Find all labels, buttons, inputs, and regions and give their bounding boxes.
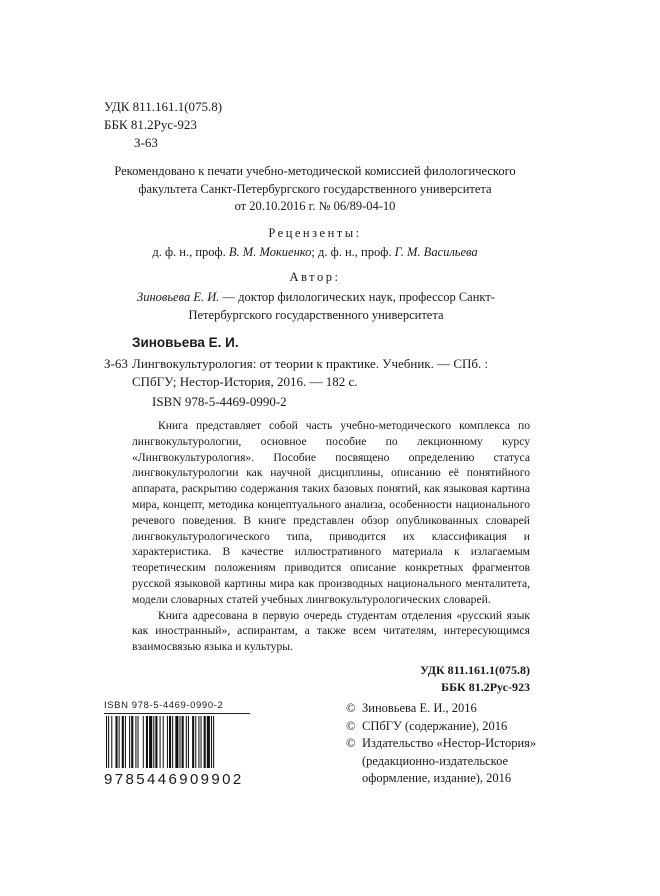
copyright-text: Издательство «Нестор-История» (редакционно-издательское оформление, издание), 2016 bbox=[362, 736, 537, 785]
reviewers-title: Рецензенты: bbox=[268, 226, 362, 240]
author-description bbox=[104, 289, 528, 324]
copyright-item bbox=[346, 700, 546, 718]
author-desc: — доктор филологических наук, профессор Санкт- bbox=[219, 290, 495, 304]
abstract-paragraph: Книга адресована в первую очередь студентам отделения «русский язык как иностранный», аспирантам, а также всем читателям, интересующимся взаимосвязью языка и культуры. bbox=[132, 608, 530, 654]
recommendation-line: факультета Санкт-Петербургского государственного университета bbox=[138, 181, 492, 196]
bib-imprint-line: СПбГУ; Нестор-История, 2016. — 182 с. bbox=[132, 374, 358, 389]
reviewers-list bbox=[100, 245, 530, 260]
bib-author-mark: З-63 bbox=[104, 356, 128, 371]
barcode-digits: 9785446909902 bbox=[104, 771, 244, 788]
bbk-code: ББК 81.2Рус-923 bbox=[104, 117, 197, 132]
copyright-notices bbox=[346, 700, 546, 788]
copyright-icon: © bbox=[346, 718, 356, 733]
bibliographic-record bbox=[104, 355, 534, 391]
isbn-barcode bbox=[104, 700, 250, 788]
recommendation-note bbox=[100, 163, 530, 216]
recommendation-line: от 20.10.2016 г. № 06/89-04-10 bbox=[234, 199, 396, 213]
classification-codes-bold bbox=[380, 662, 530, 696]
reviewer-degree: д. ф. н., проф. bbox=[152, 245, 229, 259]
reviewer-separator: ; д. ф. н., проф. bbox=[311, 245, 395, 259]
bbk-code-bold: ББК 81.2Рус-923 bbox=[441, 680, 530, 694]
copyright-icon: © bbox=[346, 701, 356, 715]
copyright-item bbox=[346, 718, 546, 736]
author-desc: Петербургского государственного университета bbox=[188, 307, 444, 322]
author-heading: Зиновьева Е. И. bbox=[132, 335, 239, 350]
barcode-isbn-label: ISBN 978-5-4469-0990-2 bbox=[104, 700, 250, 714]
recommendation-line: Рекомендовано к печати учебно-методической комиссией филологического bbox=[114, 164, 516, 178]
classification-codes bbox=[104, 98, 222, 152]
author-mark: З-63 bbox=[134, 135, 158, 150]
bib-title-line: Лингвокультурология: от теории к практике. Учебник. — СПб. : bbox=[132, 356, 489, 371]
barcode-bars bbox=[104, 716, 250, 768]
abstract bbox=[132, 418, 530, 655]
copyright-item bbox=[346, 735, 546, 788]
copyright-text: Зиновьева Е. И., 2016 bbox=[362, 701, 477, 715]
abstract-paragraph: Книга представляет собой часть учебно-методического комплекса по лингвокультурологии, основное пособие по лекционному курсу «Лингвокультурология». Пособие посвящено определению статуса лингвокультурологии как научной дисциплины, описанию её понятийного аппарата, раскрытию содержания таких базовых понятий, как языковая картина мира, концепт, методика концептуального анализа, особенности национального речевого поведения. В книге представлен обзор опубликованных словарей лингвокультурологического типа, приводится их классификация и характеристика. В качестве иллюстративного материала к излагаемым теоретическим положениям приводится описание конкретных фрагментов русской языковой картины мира как производных национального менталитета, модели словарных статей учебных лингвокультурологических словарей. bbox=[132, 419, 530, 606]
reviewer-name: В. М. Мокиенко bbox=[228, 245, 312, 259]
author-name: Зиновьева Е. И. bbox=[137, 290, 220, 304]
copyright-icon: © bbox=[346, 736, 356, 750]
copyright-text: СПбГУ (содержание), 2016 bbox=[362, 718, 508, 733]
udk-code-bold: УДК 811.161.1(075.8) bbox=[420, 663, 530, 677]
author-title: Автор: bbox=[289, 270, 341, 284]
isbn: ISBN 978-5-4469-0990-2 bbox=[152, 394, 287, 409]
udk-code: УДК 811.161.1(075.8) bbox=[104, 99, 223, 114]
reviewer-name: Г. М. Васильева bbox=[394, 245, 478, 259]
